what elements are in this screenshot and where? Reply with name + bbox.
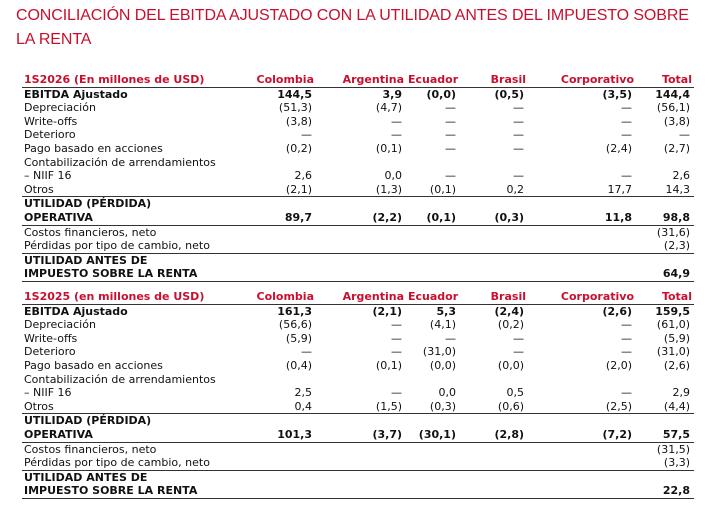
row-value <box>460 414 528 428</box>
row-value: (56,6) <box>278 318 312 332</box>
table-row <box>22 183 694 197</box>
row-label: Costos financieros, neto <box>24 225 157 239</box>
row-value: 89,7 <box>234 211 316 225</box>
row-value <box>406 456 460 470</box>
row-value: — <box>391 345 402 359</box>
row-value: (2,5) <box>605 399 632 413</box>
row-value: (0,6) <box>497 399 524 413</box>
row-label: Costos financieros, neto <box>24 442 157 456</box>
table-row <box>22 101 694 115</box>
row-value <box>406 253 460 267</box>
table-row <box>22 115 694 129</box>
row-value <box>460 253 528 267</box>
row-value: 57,5 <box>636 428 694 442</box>
row-value: — <box>445 331 456 345</box>
row-label: Deterioro <box>24 345 76 359</box>
row-value: (2,1) <box>285 182 312 196</box>
page-title: CONCILIACIÓN DEL EBITDA AJUSTADO CON LA UTILIDAD ANTES DEL IMPUESTO SOBRE LA RENTA <box>16 7 689 48</box>
row-value: 0,0 <box>438 386 456 400</box>
row-value: — <box>445 114 456 128</box>
row-value <box>460 484 528 498</box>
row-value <box>234 239 316 253</box>
row-value: (4,4) <box>663 399 690 413</box>
table-header-row <box>22 73 694 87</box>
table-period-header: 1S2026 (En millones de USD) <box>22 73 234 87</box>
row-value: — <box>445 128 456 142</box>
row-value: 3,9 <box>382 87 402 101</box>
row-value: (2,0) <box>605 358 632 372</box>
row-value: (4,7) <box>375 101 402 115</box>
row-value: (31,0) <box>422 345 456 359</box>
row-value: 98,8 <box>636 211 694 225</box>
row-value: — <box>621 128 632 142</box>
row-label: Depreciación <box>24 318 96 332</box>
row-value: (61,0) <box>656 318 690 332</box>
row-value <box>316 197 406 211</box>
row-value: (3,5) <box>602 87 632 101</box>
row-value <box>636 197 694 211</box>
table-row <box>22 225 694 239</box>
row-value <box>406 470 460 484</box>
column-header: Brasil <box>460 290 528 304</box>
row-value <box>406 239 460 253</box>
row-value: (2,3) <box>636 239 694 253</box>
row-value <box>528 484 636 498</box>
row-value: — <box>513 128 524 142</box>
row-value: (31,6) <box>656 225 690 239</box>
reconciliation-table-1s2025 <box>22 290 694 499</box>
row-value <box>316 225 406 239</box>
row-value: — <box>445 169 456 183</box>
row-value: (3,8) <box>285 114 312 128</box>
row-value: (0,2) <box>497 318 524 332</box>
row-value: (0,3) <box>460 211 528 225</box>
row-label: Pérdidas por tipo de cambio, neto <box>22 239 234 253</box>
row-value <box>460 442 528 456</box>
row-value <box>316 484 406 498</box>
row-value <box>528 239 636 253</box>
row-value: 64,9 <box>636 267 694 281</box>
row-value: (2,4) <box>605 141 632 155</box>
row-value: — <box>391 386 402 400</box>
row-value: — <box>621 331 632 345</box>
row-value: — <box>301 345 312 359</box>
row-value: (3,8) <box>663 114 690 128</box>
row-value <box>460 239 528 253</box>
row-label: – NIIF 16 <box>24 169 72 183</box>
row-value: — <box>679 128 690 142</box>
table-row <box>22 373 694 387</box>
row-value: — <box>621 318 632 332</box>
row-value <box>636 253 694 267</box>
row-value <box>316 239 406 253</box>
row-value: 5,3 <box>436 304 456 318</box>
row-label: Contabilización de arrendamientos <box>24 155 216 169</box>
table-row <box>22 318 694 332</box>
row-value <box>234 197 316 211</box>
row-value <box>316 156 406 170</box>
row-value: 2,9 <box>672 386 690 400</box>
table-row <box>22 470 694 484</box>
row-value: (2,7) <box>663 141 690 155</box>
table-row <box>22 128 694 142</box>
row-value <box>406 267 460 281</box>
row-value: (31,0) <box>656 345 690 359</box>
table-row <box>22 267 694 281</box>
row-value <box>316 267 406 281</box>
row-value: (7,2) <box>528 428 636 442</box>
table-period-header: 1S2025 (en millones de USD) <box>22 290 234 304</box>
column-header: Ecuador <box>408 290 459 303</box>
table-row <box>22 156 694 170</box>
table-row <box>22 345 694 359</box>
row-value: (5,9) <box>285 331 312 345</box>
row-value: 0,4 <box>294 399 312 413</box>
row-value <box>528 470 636 484</box>
row-value: (3,3) <box>636 456 694 470</box>
row-value: — <box>301 128 312 142</box>
table-row <box>22 239 694 253</box>
row-value: — <box>391 331 402 345</box>
row-value: (56,1) <box>656 101 690 115</box>
table-row <box>22 359 694 373</box>
row-value: (2,6) <box>663 358 690 372</box>
row-value <box>528 197 636 211</box>
row-value <box>406 197 460 211</box>
row-value: (0,1) <box>375 358 402 372</box>
row-value: — <box>621 386 632 400</box>
row-value <box>316 456 406 470</box>
column-header: Argentina <box>316 73 406 87</box>
row-value: (0,1) <box>429 182 456 196</box>
row-label: Pago basado en acciones <box>24 141 163 155</box>
table-row <box>22 169 694 183</box>
row-value <box>406 484 460 498</box>
row-value <box>406 156 460 170</box>
row-value: (2,4) <box>494 304 524 318</box>
column-header: Colombia <box>234 290 316 304</box>
row-value <box>406 442 460 456</box>
table-row <box>22 428 694 442</box>
row-value: 101,3 <box>234 428 316 442</box>
row-value: 0,2 <box>506 182 524 196</box>
row-value: 11,8 <box>528 211 636 225</box>
row-label: IMPUESTO SOBRE LA RENTA <box>22 267 234 281</box>
row-value: 14,3 <box>665 182 690 196</box>
row-value: (31,5) <box>656 442 690 456</box>
column-header: Brasil <box>460 73 528 87</box>
row-value <box>316 470 406 484</box>
column-header: Ecuador <box>408 73 459 86</box>
table-row <box>22 142 694 156</box>
row-value: (0,2) <box>285 141 312 155</box>
row-label: UTILIDAD ANTES DE <box>22 470 234 484</box>
row-label: UTILIDAD (PÉRDIDA) <box>22 414 234 428</box>
row-value: — <box>445 101 456 115</box>
row-value <box>234 442 316 456</box>
row-value <box>460 156 528 170</box>
row-value: (51,3) <box>278 101 312 115</box>
row-value <box>528 456 636 470</box>
row-label: OPERATIVA <box>22 211 234 225</box>
row-value <box>234 456 316 470</box>
table-row <box>22 386 694 400</box>
row-value: 17,7 <box>607 182 632 196</box>
table-header-row <box>22 290 694 304</box>
table-row <box>22 484 694 498</box>
row-label: EBITDA Ajustado <box>24 87 128 101</box>
table-row <box>22 414 694 428</box>
row-value: — <box>621 169 632 183</box>
table-row <box>22 197 694 211</box>
row-value: 144,4 <box>655 87 690 101</box>
row-value: — <box>621 345 632 359</box>
row-value: — <box>621 101 632 115</box>
column-header: Colombia <box>234 73 316 87</box>
column-header: Corporativo <box>528 290 636 304</box>
row-value <box>636 414 694 428</box>
row-value <box>406 414 460 428</box>
row-value <box>460 470 528 484</box>
row-value: (0,3) <box>429 399 456 413</box>
row-value: — <box>391 318 402 332</box>
row-value <box>234 470 316 484</box>
row-label: UTILIDAD ANTES DE <box>22 253 234 267</box>
row-value <box>234 484 316 498</box>
row-value <box>316 373 406 387</box>
row-value: — <box>445 141 456 155</box>
row-value <box>406 373 460 387</box>
row-label: OPERATIVA <box>22 428 234 442</box>
row-label: Pérdidas por tipo de cambio, neto <box>22 456 234 470</box>
row-value: 2,6 <box>672 169 690 183</box>
row-value: — <box>513 101 524 115</box>
row-value <box>316 414 406 428</box>
row-value: — <box>513 169 524 183</box>
row-value <box>316 442 406 456</box>
row-value: (2,6) <box>602 304 632 318</box>
row-value <box>460 267 528 281</box>
table-row <box>22 211 694 225</box>
row-label: Pago basado en acciones <box>24 358 163 372</box>
row-value <box>460 197 528 211</box>
row-value <box>636 156 694 170</box>
table-row <box>22 332 694 346</box>
row-value: 22,8 <box>636 484 694 498</box>
row-value <box>234 225 316 239</box>
row-label: EBITDA Ajustado <box>24 304 128 318</box>
row-value: — <box>513 331 524 345</box>
row-value <box>636 373 694 387</box>
row-value: (3,7) <box>316 428 406 442</box>
row-value <box>406 225 460 239</box>
row-value: (1,3) <box>375 182 402 196</box>
row-value: (5,9) <box>663 331 690 345</box>
row-value: — <box>513 114 524 128</box>
row-value <box>234 253 316 267</box>
row-value: (0,0) <box>426 87 456 101</box>
row-value: — <box>621 114 632 128</box>
table-row <box>22 87 694 101</box>
row-label: Depreciación <box>24 101 96 115</box>
table-row <box>22 456 694 470</box>
row-value: — <box>391 114 402 128</box>
row-label: – NIIF 16 <box>24 386 72 400</box>
row-value: 161,3 <box>277 304 312 318</box>
row-value <box>528 267 636 281</box>
row-label: Write-offs <box>24 114 78 128</box>
reconciliation-table-1s2026 <box>22 73 694 282</box>
row-value: (1,5) <box>375 399 402 413</box>
table-row <box>22 442 694 456</box>
table-row <box>22 253 694 267</box>
row-value <box>528 253 636 267</box>
table-row <box>22 400 694 414</box>
row-value <box>528 414 636 428</box>
row-value <box>316 253 406 267</box>
row-value: (0,4) <box>285 358 312 372</box>
row-value <box>528 225 636 239</box>
row-value: (0,5) <box>494 87 524 101</box>
row-value <box>636 470 694 484</box>
row-value: (2,1) <box>372 304 402 318</box>
row-value <box>234 267 316 281</box>
table-row <box>22 304 694 318</box>
row-label: IMPUESTO SOBRE LA RENTA <box>22 484 234 498</box>
row-value: (0,0) <box>497 358 524 372</box>
row-value <box>460 456 528 470</box>
row-value: 144,5 <box>277 87 312 101</box>
row-value <box>234 373 316 387</box>
row-value <box>528 373 636 387</box>
column-header: Total <box>636 73 694 87</box>
row-value: — <box>391 128 402 142</box>
row-value: (0,0) <box>429 358 456 372</box>
row-value <box>528 442 636 456</box>
row-value: — <box>513 141 524 155</box>
row-value <box>528 156 636 170</box>
row-value: 0,5 <box>506 386 524 400</box>
row-value <box>234 156 316 170</box>
row-value <box>234 414 316 428</box>
row-value: (4,1) <box>429 318 456 332</box>
row-value <box>460 225 528 239</box>
row-value: (0,1) <box>406 211 460 225</box>
row-value <box>460 373 528 387</box>
row-label: Otros <box>24 399 54 413</box>
row-value: (2,8) <box>460 428 528 442</box>
row-label: UTILIDAD (PÉRDIDA) <box>22 197 234 211</box>
row-value: — <box>513 345 524 359</box>
column-header: Total <box>636 290 694 304</box>
row-value: (2,2) <box>316 211 406 225</box>
row-value: 159,5 <box>655 304 690 318</box>
row-label: Otros <box>24 182 54 196</box>
row-value: 0,0 <box>384 169 402 183</box>
row-value: 2,5 <box>294 386 312 400</box>
row-value: 2,6 <box>294 169 312 183</box>
row-value: (0,1) <box>375 141 402 155</box>
row-value: (30,1) <box>406 428 460 442</box>
column-header: Corporativo <box>528 73 636 87</box>
row-label: Deterioro <box>24 128 76 142</box>
column-header: Argentina <box>316 290 406 304</box>
row-label: Write-offs <box>24 331 78 345</box>
row-label: Contabilización de arrendamientos <box>24 372 216 386</box>
